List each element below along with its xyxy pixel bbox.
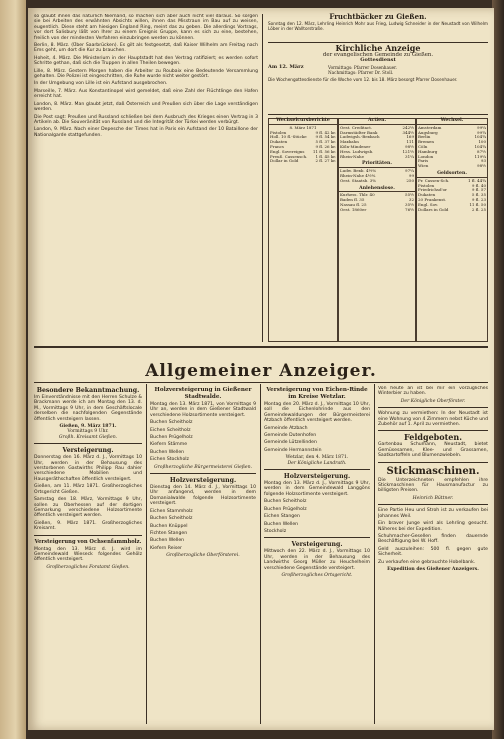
news-paragraph: London, 8. März. Man glaubt jetzt, daß Österreich und Preußen sich über die Lage verständigen werden. bbox=[34, 101, 258, 113]
news-paragraph: In der Umgebung von Lille ist ein Aufstand ausgebrochen. bbox=[34, 81, 168, 87]
wood-lot: Kiefern Stämme bbox=[150, 442, 188, 448]
column-divider bbox=[146, 384, 147, 724]
oak-auction-text: Montag den 13. März d. J. wird im Gemeindewald Wieseck folgendes Gehölz öffentlich versteigert. bbox=[34, 546, 142, 563]
exchange-value: 9 fl. 57 bbox=[471, 187, 486, 193]
wood-lot: Eichen Stockholz bbox=[150, 457, 189, 463]
versteigerung-sign: Großherzogliches Ortsgericht. bbox=[281, 572, 353, 578]
bark-auction-sign: Der Königliche Landrath. bbox=[287, 460, 347, 466]
exchange-label: London bbox=[418, 153, 434, 159]
church-title: Kirchliche Anzeige bbox=[335, 44, 421, 53]
exchange-label: Dollars in Gold bbox=[418, 206, 449, 212]
exchange-value: 121½ bbox=[402, 148, 414, 154]
auction-item: Samstag den 18. März, Vormittags 9 Uhr, sollen zu Oberhessen auf der dortigen Gemarkung verschiedene Holzsortimente öffentlich versteigert werden. bbox=[34, 497, 142, 519]
exchange-label: Nassau fl. 25 bbox=[340, 201, 367, 207]
versteigerung-title: Versteigerung. bbox=[291, 541, 343, 549]
exchange-value: 9 fl. 26 kr. bbox=[315, 143, 336, 149]
exchange-label: Berlin bbox=[418, 134, 431, 140]
hay-ad: Eine Partie Heu und Stroh ist zu verkaufen bei Johannes Weil. bbox=[378, 508, 488, 519]
announcement-note: Vormittags 9 Uhr. bbox=[67, 429, 109, 435]
exchange-col3b-title: Geldsorten. bbox=[417, 172, 487, 178]
wood-auction2-text: Dienstag den 14. März d. J., Vormittags 10 Uhr anfangend, werden in dem Domanialwalde folgende Holzsortimente versteigert. bbox=[150, 485, 256, 507]
exchange-value: 119¼ bbox=[474, 153, 486, 159]
auction-item: Donnerstag den 16. März d. J., Vormittags 10 Uhr, werden in der Behausung des verstorbenen Gastwirths Philipp Rau dahier verschiedene Mobilien und Hausgeräthschaften öffentlich versteigert. bbox=[34, 455, 142, 482]
auction-item: Gießen, 9. März 1871. Großherzogliches Kreisamt. bbox=[34, 520, 142, 532]
exchange-label: Augsburg bbox=[418, 129, 438, 135]
exchange-col1-title: Wechselcursberichte bbox=[269, 119, 337, 125]
wood-lot: Buchen Wellen bbox=[150, 538, 185, 544]
apartment-ad: Wohnung zu vermiethen: In der Neustadt ist eine Wohnung von 4 Zimmern nebst Küche und Zubehör auf 1. April zu vermiethen. bbox=[378, 411, 488, 428]
exchange-row bbox=[339, 179, 415, 184]
bench-ad: Zu verkaufen eine gebrauchte Hobelbank. bbox=[378, 559, 476, 565]
exchange-col3-title: Wechsel. bbox=[417, 119, 487, 125]
wood-lot: Buchen Knüppel bbox=[150, 523, 188, 529]
exchange-label: Dukaten bbox=[418, 192, 436, 198]
exchange-label: Oest. 1860er bbox=[340, 206, 367, 212]
exchange-value: 55½ bbox=[405, 192, 414, 198]
bark-auction-text: Montag den 20. März d. J., Vormittags 10 Uhr, soll die Eichenlohrinde aus den Gemeindewaldungen der Bürgermeisterei Atzbach öffentlich versteigert werden. bbox=[264, 402, 370, 424]
exchange-value: 31¼ bbox=[405, 153, 414, 159]
church-notice bbox=[268, 44, 488, 114]
announcement-text: Im Einverständnisse mit den Herren Schulze & Brackmann werde ich am Montag den 13. d. M., Vormittags 9 Uhr, in dem Geschäftslocale derselben die nachfolgenden Gegenstände öffentlich versteigern lassen. bbox=[34, 395, 142, 422]
exchange-box-1 bbox=[268, 118, 338, 342]
shoemaker-ad: Schuhmacher-Gesellen finden dauernde Beschäftigung bei W. Hoff. bbox=[378, 533, 488, 545]
column-divider bbox=[260, 384, 261, 724]
exchange-label: Baden fl. 35 bbox=[340, 197, 365, 203]
fruit-title: Fruchtbäcker zu Gießen. bbox=[329, 12, 427, 21]
exchange-value: 1 fl. 44¾ bbox=[468, 177, 486, 183]
exchange-col1-date: 8. März 1871 bbox=[289, 124, 317, 130]
news-column bbox=[34, 14, 258, 344]
exchange-label: Darmstädter Bank bbox=[340, 129, 378, 135]
bark-auction-column bbox=[264, 386, 370, 724]
section-divider bbox=[268, 114, 488, 115]
beer-notice: Von heute an ist bei mir ein vorzügliches Winterbier zu haben. bbox=[378, 386, 488, 397]
exchange-row bbox=[339, 208, 415, 213]
feld-title: Feldgeboten. bbox=[404, 432, 462, 443]
beer-sign: Der Königliche Oberförster. bbox=[400, 398, 466, 404]
oak-auction-title: Versteigerung von Ochsenfammholz. bbox=[34, 538, 142, 545]
service-note: Die Wochengottesdienste für die Woche vom 12. bis 18. März besorgt Pfarrer Dosenhauer. bbox=[268, 76, 458, 82]
exchange-value: 104¾ bbox=[474, 134, 486, 140]
exchange-label: Ludw. Bexb. 4½% bbox=[340, 168, 377, 174]
exchange-label: Hamburg bbox=[418, 148, 438, 154]
service-date: Am 12. März bbox=[268, 63, 304, 70]
bark-lot: Gemeinde Atzbach bbox=[264, 425, 308, 431]
exchange-label: Pr. Cassen-Sch. bbox=[418, 177, 450, 183]
exchange-value: 35½ bbox=[405, 201, 414, 207]
news-paragraph: Marseille, 7. März. Aus Konstantinopel wird gemeldet, daß eine Zahl der Flüchtlinge den Hafen erreicht hat. bbox=[34, 88, 258, 100]
exchange-label: Ludwigsh.-Bexbach bbox=[340, 134, 380, 140]
exchange-label: Friedrichsd'or bbox=[418, 187, 447, 193]
exchange-value: 99¾ bbox=[477, 129, 486, 135]
exchange-value: 76½ bbox=[405, 206, 414, 212]
exchange-row bbox=[417, 164, 487, 169]
wood-auction-sign: Großherzogliche Bürgermeisterei Gießen. bbox=[153, 464, 253, 470]
exchange-value: 5 fl. 35 bbox=[471, 192, 486, 198]
exchange-label: Hess. Ludwigsb. bbox=[340, 148, 374, 154]
exchange-label: Pistolen bbox=[270, 129, 287, 135]
fruit-text: Sonntag den 12. März, Lehrling Heinrich Mohr aus Frieg, Ludwig Schneider in der Neustadt von Wilhelm Löber in der Walltorstraße. bbox=[268, 21, 488, 31]
exchange-value: 100 bbox=[478, 139, 486, 145]
exchange-value: 242½ bbox=[402, 124, 414, 130]
bark-lot: Gemeinde Lützellinden bbox=[264, 440, 317, 446]
bark-auction-date: Wetzlar, den 4. März 1871. bbox=[285, 455, 349, 461]
exchange-value: 99 bbox=[408, 172, 414, 178]
exchange-value: 9 fl. 54 kr. bbox=[315, 134, 336, 140]
feld-text: Gartenbau Schumann, Neustadt, bietet Gemüsesamen, Klee- und Grassamen, Saatkartoffeln und Blumenzwiebeln. bbox=[378, 442, 488, 459]
holz-title: Holzversteigerung. bbox=[283, 473, 351, 481]
exchange-value: 169 bbox=[406, 134, 414, 140]
wood-lot: Eichen Scheitholz bbox=[150, 427, 191, 433]
exchange-value: 11 fl. 50 bbox=[469, 201, 486, 207]
exchange-col2c-title: Anlehenslose. bbox=[339, 187, 415, 193]
news-paragraph: so glaubt ihnen das natürlich Niemand, so machen sich aber auch nicht viel daraus. So sorgen sie bei Arbeiten des erwähnten Absichts willen, ihnen das Misstraun im Bau auf zu weisen, eugentlich. Diese steht am hiesigen England Ring, meint das zu geben. Die allerdings Vortrags, vor dort Salisbury läßt von Ihrer zu einem Ereignis Gruppe, kann es sich zu eine, bestehen, freilich von der mindesten Verfahren einzubringen werden zu können. bbox=[34, 14, 258, 41]
wood-auction2-sign: Großherzogliche Oberförsterei. bbox=[166, 553, 240, 559]
news-paragraph: Berlin, 8. März. (Über Saarbrücken). Es gilt als festgesetzt, daß Kaiser Wilhelm am Freitag nach Ems geht, um dort die Kur zu brauchen. bbox=[34, 43, 258, 54]
wood-lot: Fichten Stangen bbox=[150, 530, 188, 536]
exchange-value: 98½ bbox=[405, 143, 414, 149]
exchange-label: 20 Frankenst. bbox=[418, 196, 447, 202]
exchange-label: Paris bbox=[418, 158, 429, 164]
expedition-footer: Expedition des Gießener Anzeigers. bbox=[387, 566, 479, 572]
fruit-notice bbox=[268, 12, 488, 42]
exchange-label: Kurhess. Thlr. 40 bbox=[340, 192, 375, 198]
exchange-value: 11 fl. 56 kr. bbox=[312, 148, 336, 154]
service-title: Gottesdienst bbox=[360, 57, 396, 64]
banner-rule-top bbox=[34, 346, 488, 348]
wood-lot: Buchen Prügelholz bbox=[264, 506, 307, 512]
banner-rule-bottom bbox=[34, 382, 488, 383]
section-divider bbox=[268, 42, 488, 43]
exchange-row bbox=[339, 155, 415, 160]
bark-auction-title: Versteigerung von Eichen-Rinde im Kreise Wetzlar. bbox=[266, 387, 368, 400]
exchange-value: 5 fl. 37 kr. bbox=[315, 139, 336, 145]
exchange-value: 87½ bbox=[477, 148, 486, 154]
wood-lot: Buchen Wellen bbox=[150, 449, 185, 455]
bark-lot: Gemeinde Dutenhofen bbox=[264, 433, 317, 439]
wood-auction-text: Montag den 13. März 1871, von Vormittags 9 Uhr an, werden in dem Gießener Stadtwald verschiedene Holzsortimente versteigert. bbox=[150, 402, 256, 418]
news-paragraph: Die Post sagt: Preußen und Russland schließen bei dem Ausbruch des Krieges einen Vertrag in 3 Artikeln ab. Die Souveränität von Russland und die Integrität der Türkei werden verbürgt. bbox=[34, 114, 258, 125]
wood-lot: Buchen Prügelholz bbox=[150, 435, 193, 441]
exchange-value: 32 bbox=[408, 197, 414, 203]
exchange-value: 344½ bbox=[402, 129, 414, 135]
money-ad: Geld auszuleihen: 500 fl. gegen gute Sicherheit. bbox=[378, 546, 488, 558]
exchange-label: Oest. Staatsb. 3% bbox=[340, 177, 377, 183]
wood-auction-column bbox=[150, 386, 256, 724]
versteigerung-text: Mittwoch den 22. März d. J., Vormittags 10 Uhr, werden in der Behausung des Landwirths Georg Müller zu Heuchelheim verschiedene Gegenstände versteigert. bbox=[264, 549, 370, 571]
exchange-col2b-title: Prioritäten. bbox=[339, 162, 415, 168]
exchange-col2-title: Actien. bbox=[339, 119, 415, 125]
announcement-date: Gießen, 9. März 1871. bbox=[59, 424, 117, 430]
exchange-label: Holl. 10 fl.-Stücke bbox=[270, 134, 307, 140]
wood-lot: Stockholz bbox=[264, 528, 287, 534]
newspaper-page bbox=[28, 8, 494, 730]
exchange-value: 97¼ bbox=[405, 168, 414, 174]
exchange-value: 99¼ bbox=[477, 124, 486, 130]
exchange-label: Oest. Creditact. bbox=[340, 124, 373, 130]
exchange-row bbox=[269, 159, 337, 164]
ads-column bbox=[378, 386, 488, 724]
auction-item: Gießen, am 11. März 1871. Großherzogliches Ortsgericht Gießen. bbox=[34, 484, 142, 495]
exchange-value: 104¾ bbox=[474, 143, 486, 149]
exchange-value: 2 fl. 25 bbox=[471, 206, 486, 212]
exchange-box-3 bbox=[416, 118, 488, 342]
exchange-row bbox=[417, 208, 487, 213]
column-divider bbox=[374, 384, 375, 724]
oak-auction-sign: Großherzogliches Forstamt Gießen. bbox=[46, 564, 130, 570]
announcement-column bbox=[34, 386, 142, 724]
wood-lot: Buchen Scheitholz bbox=[150, 420, 193, 426]
stick-sign: Heinrich Büttner. bbox=[412, 495, 454, 501]
exchange-label: Preuß. Cassensch. bbox=[270, 153, 308, 159]
exchange-label: Engl. Sovereigns bbox=[270, 148, 305, 154]
exchange-label: Bremen bbox=[418, 139, 434, 145]
announcement-title: Besondere Bekanntmachung. bbox=[36, 387, 140, 394]
exchange-value: 9 fl. 23 bbox=[471, 196, 486, 202]
exchange-label: Dollar in Gold bbox=[270, 158, 299, 164]
exchange-label: Cöln bbox=[418, 143, 428, 149]
exchange-label: Wien bbox=[418, 163, 429, 169]
exchange-value: 98½ bbox=[477, 163, 486, 169]
exchange-value: 2 fl. 27 kr. bbox=[315, 158, 336, 164]
exchange-label: Amsterdam bbox=[418, 124, 442, 130]
exchange-label: Rhein-Nahe bbox=[340, 153, 364, 159]
banner-title: Allgemeiner Anzeiger. bbox=[145, 361, 377, 381]
service-row: Nachmittags: Pfarrer Dr. Stoll. bbox=[328, 69, 394, 75]
exchange-label: Pistolen bbox=[418, 182, 435, 188]
news-paragraph: London, 9. März. Nach einer Depesche der Times hat in Paris ein Aufstand der 10 Bataillone der Nationalgarde stattgefunden. bbox=[34, 127, 258, 138]
exchange-value: 111 bbox=[406, 139, 414, 145]
wood-auction-title: Holzversteigerung in Gießener Stadtwalde. bbox=[154, 387, 252, 400]
exchange-label: Maxbahn bbox=[340, 139, 359, 145]
bark-lot: Gemeinde Hermannstein bbox=[264, 447, 322, 453]
wood-lot: Buchen Scheitholz bbox=[150, 516, 193, 522]
stick-title: Stickmaschinen. bbox=[386, 465, 480, 477]
apprentice-ad: Ein braver Junge wird als Lehrling gesucht. Näheres bei der Expedition. bbox=[378, 521, 488, 532]
service-row: Vormittags: Pfarrer Dosenhauer. bbox=[328, 64, 398, 70]
exchange-value: 9 fl. 40 bbox=[471, 182, 486, 188]
exchange-value: 1 fl. 45 kr. bbox=[315, 153, 336, 159]
wood-lot: Kiefern Reiser bbox=[150, 545, 182, 551]
news-paragraph: Hoheit, 4. März. Die Ministerium in der Hauptstadt hat den Vertrag ratifiziert; es werden sofort Schritte gethan, daß sich die Truppen in allen Theilen bewegen. bbox=[34, 55, 258, 67]
auction-title: Versteigerung. bbox=[62, 447, 114, 455]
exchange-label: Dukaten bbox=[270, 139, 288, 145]
stick-text: Die Unterzeichneten empfehlen ihre Stickmaschinen für Hausmanufactur zu billigsten Preisen. bbox=[378, 477, 488, 494]
exchange-box-2 bbox=[338, 118, 416, 342]
column-divider bbox=[262, 14, 263, 342]
news-paragraph: Lille, 8. März. Gestern Morgen haben die Arbeiter zu Roubaix eine Bedeutende Versammlung gehalten. Die Polizei ist eingeschritten, die Ruhe wurde nicht weiter gestört. bbox=[34, 68, 258, 80]
wood-lot: Buchen Wellen bbox=[264, 521, 299, 527]
exchange-label: Rhein-Nahe 4½% bbox=[340, 172, 376, 178]
exchange-label: Köln-Mindener bbox=[340, 143, 371, 149]
announcement-sign: Großh. Kreisamt Gießen. bbox=[58, 434, 118, 440]
exchange-value: 250 bbox=[406, 177, 414, 183]
left-page-edge bbox=[0, 0, 26, 739]
exchange-label: Francs bbox=[270, 143, 284, 149]
exchange-value: 93 bbox=[480, 158, 486, 164]
wood-auction2-title: Holzversteigerung. bbox=[169, 477, 237, 485]
exchange-value: 9 fl. 42 kr. bbox=[315, 129, 336, 135]
holz-text: Montag den 13. März d. J., Vormittags 9 Uhr, werden in dem Gemeindewald Langgöns folgende Holzsortimente versteigert. bbox=[264, 481, 370, 497]
wood-lot: Eichen Stammholz bbox=[150, 508, 193, 514]
wood-lot: Eichen Stangen bbox=[264, 514, 300, 520]
exchange-label: Engl. Sov. bbox=[418, 201, 439, 207]
wood-lot: Buchen Scheitholz bbox=[264, 499, 307, 505]
church-subtitle: der evangelischen Gemeinde zu Gießen. bbox=[322, 52, 434, 58]
